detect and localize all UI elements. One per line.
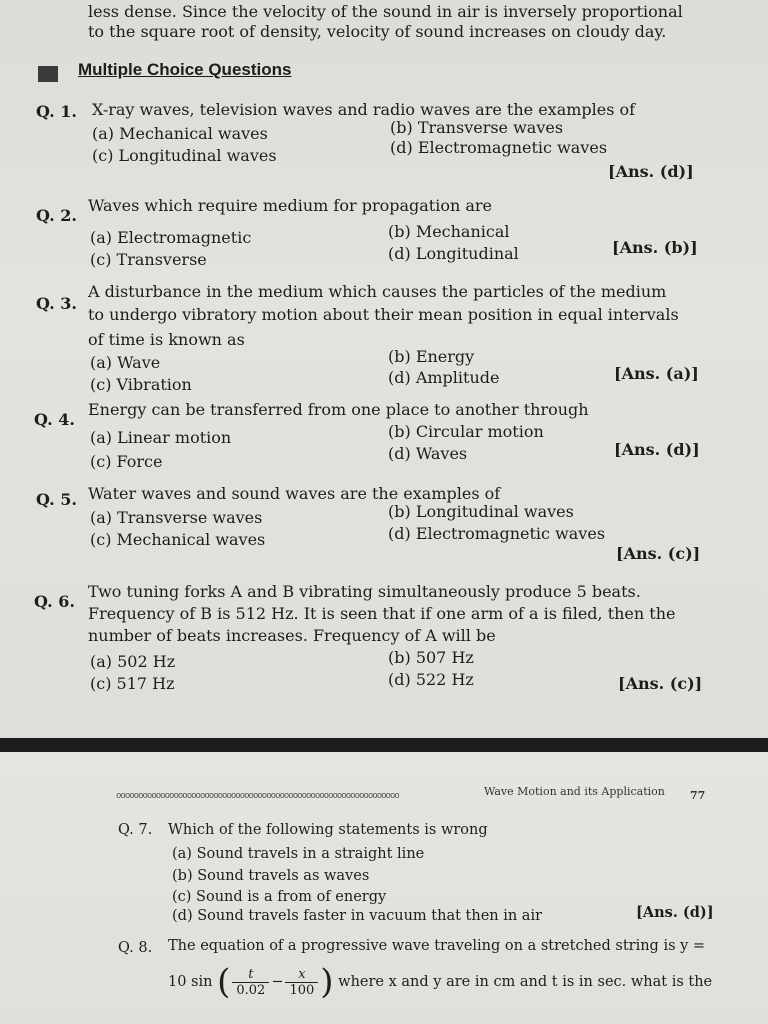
q7-option-a: (a) Sound travels in a straight line xyxy=(172,846,425,862)
q4-number: Q. 4. xyxy=(34,410,75,429)
q6-option-d: (d) 522 Hz xyxy=(388,670,474,689)
q5-number: Q. 5. xyxy=(36,490,77,509)
q3-text-line-2: to undergo vibratory motion about their mean position in equal intervals xyxy=(88,305,679,324)
q4-option-b: (b) Circular motion xyxy=(388,422,544,441)
frac-t-numerator: t xyxy=(232,967,269,983)
frac-x-numerator: x xyxy=(285,967,318,983)
book-page-bottom xyxy=(0,752,768,1024)
q1-number: Q. 1. xyxy=(36,102,77,121)
minus-sign: − xyxy=(271,974,284,990)
q1-option-a: (a) Mechanical waves xyxy=(92,124,268,143)
q6-option-a: (a) 502 Hz xyxy=(90,652,176,671)
q6-number: Q. 6. xyxy=(34,592,75,611)
q8-eq-suffix: where x and y are in cm and t is in sec. what is the xyxy=(338,974,713,990)
q8-text: The equation of a progressive wave traveling on a stretched string is y = xyxy=(168,938,706,954)
q7-text: Which of the following statements is wrong xyxy=(168,822,488,838)
q3-option-c: (c) Vibration xyxy=(90,375,192,394)
q3-option-b: (b) Energy xyxy=(388,347,475,366)
q5-option-c: (c) Mechanical waves xyxy=(90,530,266,549)
q6-option-b: (b) 507 Hz xyxy=(388,648,474,667)
q7-option-c: (c) Sound is a from of energy xyxy=(172,889,387,905)
q5-answer: [Ans. (c)] xyxy=(616,544,701,563)
q7-answer: [Ans. (d)] xyxy=(636,904,714,921)
q3-option-a: (a) Wave xyxy=(90,353,161,372)
q7-option-d: (d) Sound travels faster in vacuum that then in air xyxy=(172,908,543,924)
q7-option-b: (b) Sound travels as waves xyxy=(172,868,370,884)
q3-answer: [Ans. (a)] xyxy=(614,364,699,383)
q5-text: Water waves and sound waves are the examples of xyxy=(88,484,501,503)
q1-option-d: (d) Electromagnetic waves xyxy=(390,138,608,157)
q6-text-line-1: Two tuning forks A and B vibrating simultaneously produce 5 beats. xyxy=(88,582,641,601)
q8-equation xyxy=(168,962,712,1002)
q5-option-d: (d) Electromagnetic waves xyxy=(388,524,606,543)
fraction-x xyxy=(285,967,318,998)
q6-text-line-3: number of beats increases. Frequency of A will be xyxy=(88,626,496,645)
intro-line-1: less dense. Since the velocity of the sound in air is inversely proportional xyxy=(88,2,683,21)
q1-option-c: (c) Longitudinal waves xyxy=(92,146,277,165)
page-number: 77 xyxy=(690,789,706,802)
q1-answer: [Ans. (d)] xyxy=(608,162,694,181)
q2-option-a: (a) Electromagnetic xyxy=(90,228,252,247)
q2-text: Waves which require medium for propagation are xyxy=(88,196,493,215)
q4-option-a: (a) Linear motion xyxy=(90,428,232,447)
q6-option-c: (c) 517 Hz xyxy=(90,674,175,693)
q6-answer: [Ans. (c)] xyxy=(618,674,703,693)
q3-option-d: (d) Amplitude xyxy=(388,368,500,387)
q4-option-c: (c) Force xyxy=(90,452,163,471)
q1-option-b: (b) Transverse waves xyxy=(390,118,564,137)
q4-text: Energy can be transferred from one place to another through xyxy=(88,400,589,419)
q7-number: Q. 7. xyxy=(118,822,153,838)
intro-line-2: to the square root of density, velocity of sound increases on cloudy day. xyxy=(88,22,667,41)
q3-text-line-1: A disturbance in the medium which causes the particles of the medium xyxy=(88,282,667,301)
left-paren: ( xyxy=(217,962,231,1002)
q5-option-b: (b) Longitudinal waves xyxy=(388,502,574,521)
q2-number: Q. 2. xyxy=(36,206,77,225)
fraction-t xyxy=(232,967,269,998)
decorative-chain-border: oooooooooooooooooooooooooooooooooooooooooooooooooooooooooooooooo xyxy=(116,792,399,800)
q3-number: Q. 3. xyxy=(36,294,77,313)
q1-text: X-ray waves, television waves and radio waves are the examples of xyxy=(92,100,636,119)
frac-t-denominator: 0.02 xyxy=(236,982,266,998)
section-marker xyxy=(38,66,58,82)
q2-option-b: (b) Mechanical xyxy=(388,222,510,241)
frac-x-denominator: 100 xyxy=(289,982,315,998)
q2-option-d: (d) Longitudinal xyxy=(388,244,519,263)
q5-option-a: (a) Transverse waves xyxy=(90,508,263,527)
q2-answer: [Ans. (b)] xyxy=(612,238,698,257)
q8-number: Q. 8. xyxy=(118,940,153,956)
section-heading: Multiple Choice Questions xyxy=(78,60,292,79)
q2-option-c: (c) Transverse xyxy=(90,250,207,269)
right-paren: ) xyxy=(320,962,334,1002)
q3-text-line-3: of time is known as xyxy=(88,330,245,349)
running-header: Wave Motion and its Application xyxy=(484,785,665,798)
q4-answer: [Ans. (d)] xyxy=(614,440,700,459)
q4-option-d: (d) Waves xyxy=(388,444,468,463)
q6-text-line-2: Frequency of B is 512 Hz. It is seen that if one arm of a is filed, then the xyxy=(88,604,676,623)
q8-eq-prefix: 10 sin xyxy=(168,974,213,990)
page-gap xyxy=(0,738,768,752)
